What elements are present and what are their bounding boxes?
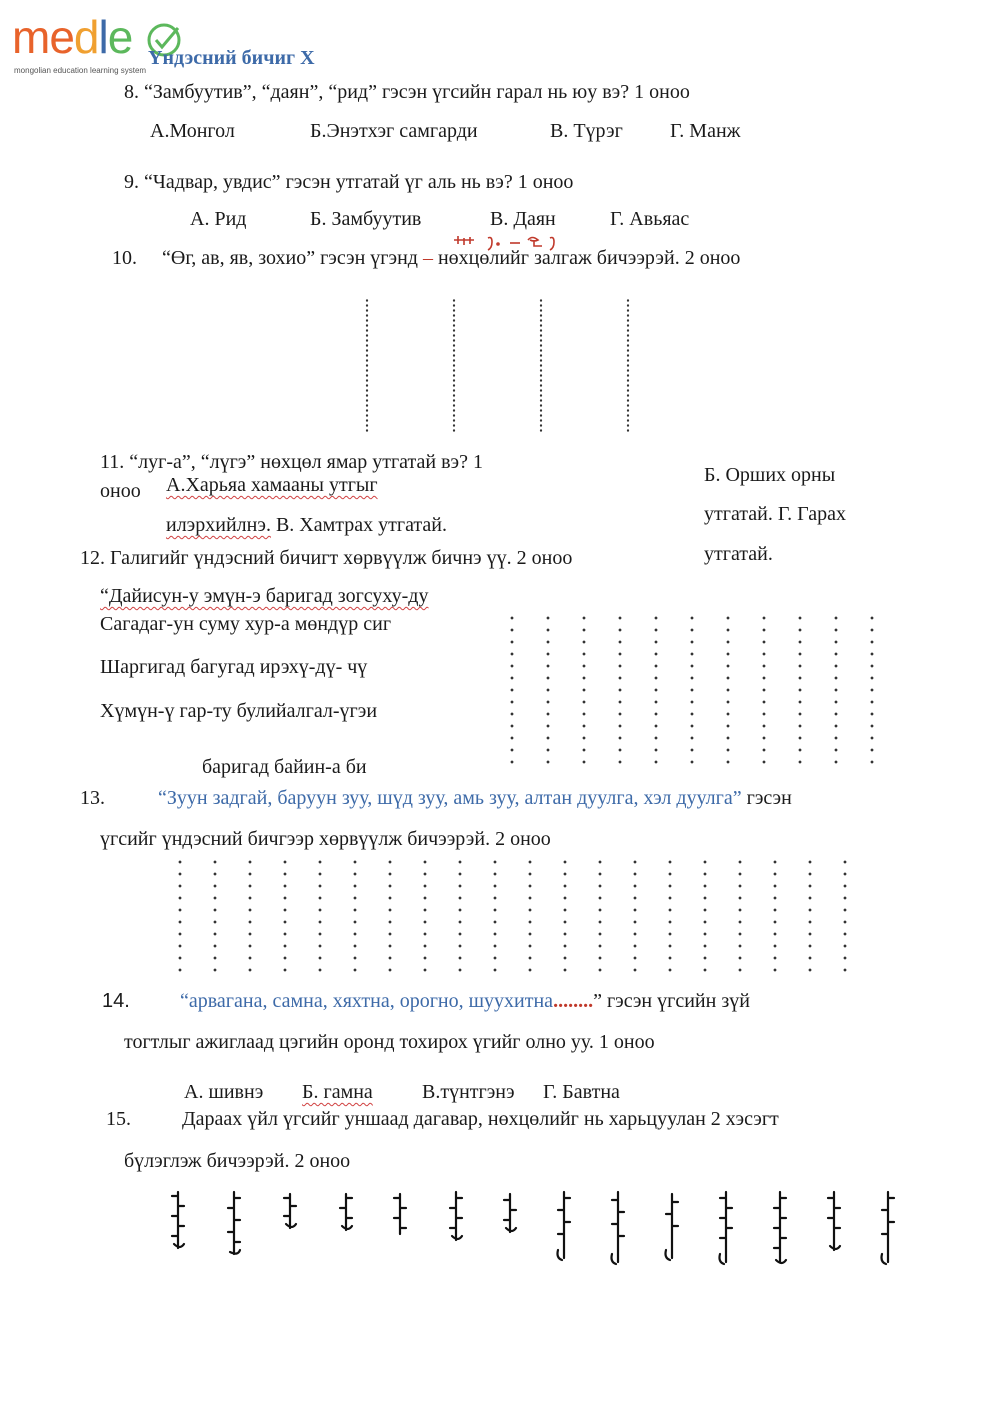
mongol-script-annotation — [452, 232, 562, 254]
mongol-word — [504, 1194, 516, 1232]
q14-quote: “арвагана, самна, хяхтна, орогно, шуухитна — [180, 990, 554, 1012]
q12-line-2: Сагадаг-ун суму хур-а мөндүр сиг — [100, 613, 392, 635]
q9-option-d: Г. Авьяас — [610, 208, 690, 230]
answer-dots — [365, 298, 369, 434]
question-15: Дараах үйл үгсийг уншаад дагавар, нөхцөлийг нь харьцуулан 2 хэсэгт — [182, 1108, 779, 1130]
mongol-word — [450, 1192, 462, 1240]
q14-dots: ........ — [553, 990, 594, 1012]
q8-option-b: Б.Энэтхэг самгарди — [310, 120, 478, 142]
mongol-word — [228, 1192, 240, 1254]
question-11: 11. “луг-а”, “лүгэ” нөхцөл ямар утгатай вэ? 1 — [100, 451, 484, 473]
answer-dots — [452, 298, 456, 434]
mongol-word — [720, 1192, 733, 1264]
answer-dots — [798, 612, 802, 764]
mongol-word — [828, 1192, 840, 1250]
q8-option-a: А.Монгол — [150, 120, 235, 142]
mongol-script-words — [160, 1188, 920, 1278]
answer-dots — [318, 856, 322, 980]
q9-option-b: Б. Замбуутив — [310, 208, 422, 230]
q11-option-a-cont: илэрхийлнэ. — [166, 514, 271, 536]
answer-dots — [248, 856, 252, 980]
page-title: Үндэсний бичиг X — [148, 47, 315, 69]
answer-dots — [598, 856, 602, 980]
mongol-word — [666, 1194, 679, 1260]
q11-option-a: А.Харьяа хамааны утгыг — [166, 474, 378, 496]
answer-dots — [843, 856, 847, 980]
answer-dots — [539, 298, 543, 434]
answer-dots — [703, 856, 707, 980]
answer-dots — [654, 612, 658, 764]
answer-dots — [510, 612, 514, 764]
q11-line3 — [166, 514, 447, 537]
mongol-word — [340, 1194, 352, 1230]
q13-tail: гэсэн — [741, 787, 792, 809]
question-15-line2: бүлэглэж бичээрэй. 2 оноо — [124, 1150, 351, 1172]
answer-dots — [563, 856, 567, 980]
mongol-word — [172, 1192, 184, 1248]
answer-dots — [618, 612, 622, 764]
mongol-word — [882, 1192, 895, 1264]
answer-dots — [668, 856, 672, 980]
q11-line2a: оноо — [100, 480, 141, 502]
answer-dots — [762, 612, 766, 764]
q12-line-4: Хүмүн-ү гар-ту булийалгал-үгэи — [100, 700, 378, 722]
question-13-number: 13. — [80, 787, 105, 809]
answer-dots — [773, 856, 777, 980]
q9-option-c: В. Даян — [490, 208, 556, 230]
q8-option-d: Г. Манж — [670, 120, 741, 142]
answer-dots — [808, 856, 812, 980]
question-14 — [180, 990, 750, 1013]
q14-tail: ” гэсэн үгсийн зүй — [593, 990, 750, 1012]
q14-option-b: Б. гамна — [302, 1081, 373, 1103]
answer-dots — [178, 856, 182, 980]
mongol-word — [558, 1192, 571, 1260]
q9-option-a: А. Рид — [190, 208, 247, 230]
logo-wordmark: medle — [12, 11, 133, 63]
answer-dots — [528, 856, 532, 980]
q10-text-a: “Өг, ав, яв, зохио” гэсэн үгэнд — [162, 247, 423, 269]
question-9: 9. “Чадвар, увдис” гэсэн утгатай үг аль нь вэ? 1 оноо — [124, 171, 574, 193]
answer-dots — [423, 856, 427, 980]
answer-dots — [493, 856, 497, 980]
answer-dots — [353, 856, 357, 980]
q14-option-a: А. шивнэ — [184, 1081, 264, 1103]
question-14-line2: тогтлыг ажиглаад цэгийн оронд тохирох үгийг олно уу. 1 оноо — [124, 1031, 655, 1053]
q8-option-c: В. Түрэг — [550, 120, 623, 142]
answer-dots — [726, 612, 730, 764]
medle-logo — [12, 11, 147, 75]
q13-quote: “Зуун задгай, баруун зуу, шүд зуу, амь зуу, алтан дуулга, хэл дуулга” — [158, 787, 742, 809]
q12-line-5: баригад байин-а би — [202, 756, 367, 778]
q11-option-b-cont: утгатай. Г. Гарах — [704, 503, 846, 525]
answer-dots — [388, 856, 392, 980]
question-13 — [158, 787, 792, 810]
logo-tagline: mongolian education learning system — [14, 66, 147, 75]
q10-text-b: нөхцөлийг залгаж бичээрэй. 2 оноо — [432, 247, 741, 269]
answer-dots — [834, 612, 838, 764]
answer-dots — [626, 298, 630, 434]
answer-dots — [870, 612, 874, 764]
q14-option-d: Г. Бавтна — [543, 1081, 620, 1103]
answer-dots — [283, 856, 287, 980]
q14-option-c: В.түнтгэнэ — [422, 1081, 515, 1103]
q11-option-d-cont: утгатай. — [704, 543, 773, 565]
mongol-word — [394, 1194, 406, 1234]
mongol-word — [284, 1194, 296, 1228]
q12-line-3: Шаргигад багугад ирэхү-дү- чү — [100, 656, 368, 678]
question-15-number: 15. — [106, 1108, 131, 1130]
question-13-line2: үгсийг үндэсний бичгээр хөрвүүлж бичээрэй. 2 оноо — [100, 828, 551, 850]
question-10-number: 10. — [112, 247, 137, 269]
question-14-number: 14. — [102, 990, 130, 1012]
answer-dots — [690, 612, 694, 764]
q12-line-1: “Дайисун-у эмүн-э баригад зогсуху-ду — [100, 585, 429, 607]
question-8: 8. “Замбуутив”, “даян”, “рид” гэсэн үгсийн гарал нь юу вэ? 1 оноо — [124, 81, 690, 103]
q11-option-c: В. Хамтрах утгатай. — [270, 514, 447, 536]
q11-option-b: Б. Орших орны — [704, 464, 836, 486]
question-12: 12. Галигийг үндэсний бичигт хөрвүүлж бичнэ үү. 2 оноо — [80, 547, 573, 569]
mongol-word — [774, 1192, 786, 1263]
answer-dots — [582, 612, 586, 764]
answer-dots — [738, 856, 742, 980]
answer-dots — [546, 612, 550, 764]
mongol-word — [612, 1192, 625, 1264]
answer-dots — [213, 856, 217, 980]
q10-dash: – — [422, 247, 433, 269]
answer-dots — [458, 856, 462, 980]
answer-dots — [633, 856, 637, 980]
